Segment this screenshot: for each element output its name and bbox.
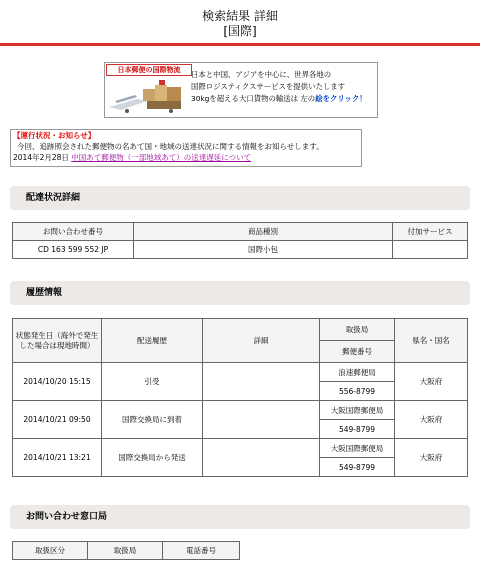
promo-text bbox=[191, 69, 377, 105]
col-phone-number: 電話番号 bbox=[163, 542, 240, 560]
history-date: 2014/10/20 15:15 bbox=[13, 363, 102, 401]
history-date: 2014/10/21 09:50 bbox=[13, 401, 102, 439]
history-prefecture: 大阪府 bbox=[395, 401, 468, 439]
col-date: 状態発生日（海外で発生した場合は現地時間） bbox=[13, 319, 102, 363]
promo-line-1: 日本と中国、アジアを中心に、世界各地の bbox=[191, 70, 332, 79]
page-title: 検索結果 詳細 bbox=[202, 9, 278, 23]
header-divider bbox=[0, 43, 480, 46]
history-postal: 549-8799 bbox=[320, 458, 395, 477]
history-office: 大阪国際郵便局 bbox=[320, 439, 395, 458]
promo-line-3 bbox=[191, 93, 377, 105]
history-office: 大阪国際郵便局 bbox=[320, 401, 395, 420]
delivery-section-title: 配達状況詳細 bbox=[10, 186, 470, 210]
service-notice bbox=[10, 129, 362, 167]
item-type: 国際小包 bbox=[134, 241, 393, 259]
notice-body: 今回、追跡照会された郵便物の名あて国・地域の送達状況に関する情報をお知らせします。 bbox=[17, 142, 324, 151]
inquiry-table bbox=[12, 541, 240, 560]
notice-date: 2014年2月28日 bbox=[13, 153, 69, 162]
history-detail bbox=[203, 401, 320, 439]
col-office: 取扱局 bbox=[320, 319, 395, 341]
col-status: 配送履歴 bbox=[102, 319, 203, 363]
delivery-table bbox=[12, 222, 468, 259]
promo-line-2: 国際ロジスティクスサービスを提供いたします bbox=[191, 82, 346, 91]
history-status: 国際交換局から発送 bbox=[102, 439, 203, 477]
col-postal-code: 郵便番号 bbox=[320, 341, 395, 363]
history-prefecture: 大阪府 bbox=[395, 363, 468, 401]
table-row bbox=[13, 401, 468, 420]
promo-banner[interactable] bbox=[104, 62, 378, 118]
promo-logo: 日本郵便の国際物流 bbox=[106, 64, 192, 76]
history-postal: 556-8799 bbox=[320, 382, 395, 401]
history-section-title: 履歴情報 bbox=[10, 281, 470, 305]
tracking-number: CD 163 599 552 JP bbox=[13, 241, 134, 259]
promo-link[interactable]: 絵をクリック！ bbox=[315, 94, 367, 103]
col-handling-office: 取扱局 bbox=[88, 542, 163, 560]
table-row bbox=[13, 363, 468, 382]
table-row bbox=[13, 439, 468, 458]
history-postal: 549-8799 bbox=[320, 420, 395, 439]
col-detail: 詳細 bbox=[203, 319, 320, 363]
notice-link[interactable]: 中国あて郵便物（一部地域あて）の送達遅延について bbox=[71, 153, 252, 162]
col-additional-service: 付加サービス bbox=[393, 223, 468, 241]
notice-date-row bbox=[13, 152, 361, 163]
col-inquiry-number: お問い合わせ番号 bbox=[13, 223, 134, 241]
history-table bbox=[12, 318, 468, 477]
history-detail bbox=[203, 363, 320, 401]
col-item-type: 商品種別 bbox=[134, 223, 393, 241]
notice-heading: 【運行状況・お知らせ】 bbox=[13, 131, 96, 140]
history-status: 引受 bbox=[102, 363, 203, 401]
col-handling-category: 取扱区分 bbox=[13, 542, 88, 560]
history-prefecture: 大阪府 bbox=[395, 439, 468, 477]
page-subtitle: [国際] bbox=[223, 24, 257, 38]
promo-line-3-prefix: 30kgを超える大口貨物の輸送は 左の bbox=[191, 94, 316, 103]
history-status: 国際交換局に到着 bbox=[102, 401, 203, 439]
page-header bbox=[0, 0, 500, 46]
inquiry-section-title: お問い合わせ窓口局 bbox=[10, 505, 470, 529]
table-row bbox=[13, 241, 468, 259]
additional-service bbox=[393, 241, 468, 259]
col-prefecture: 県名・国名 bbox=[395, 319, 468, 363]
history-office: 浪速郵便局 bbox=[320, 363, 395, 382]
history-date: 2014/10/21 13:21 bbox=[13, 439, 102, 477]
logistics-illustration-icon[interactable] bbox=[107, 77, 189, 115]
history-detail bbox=[203, 439, 320, 477]
